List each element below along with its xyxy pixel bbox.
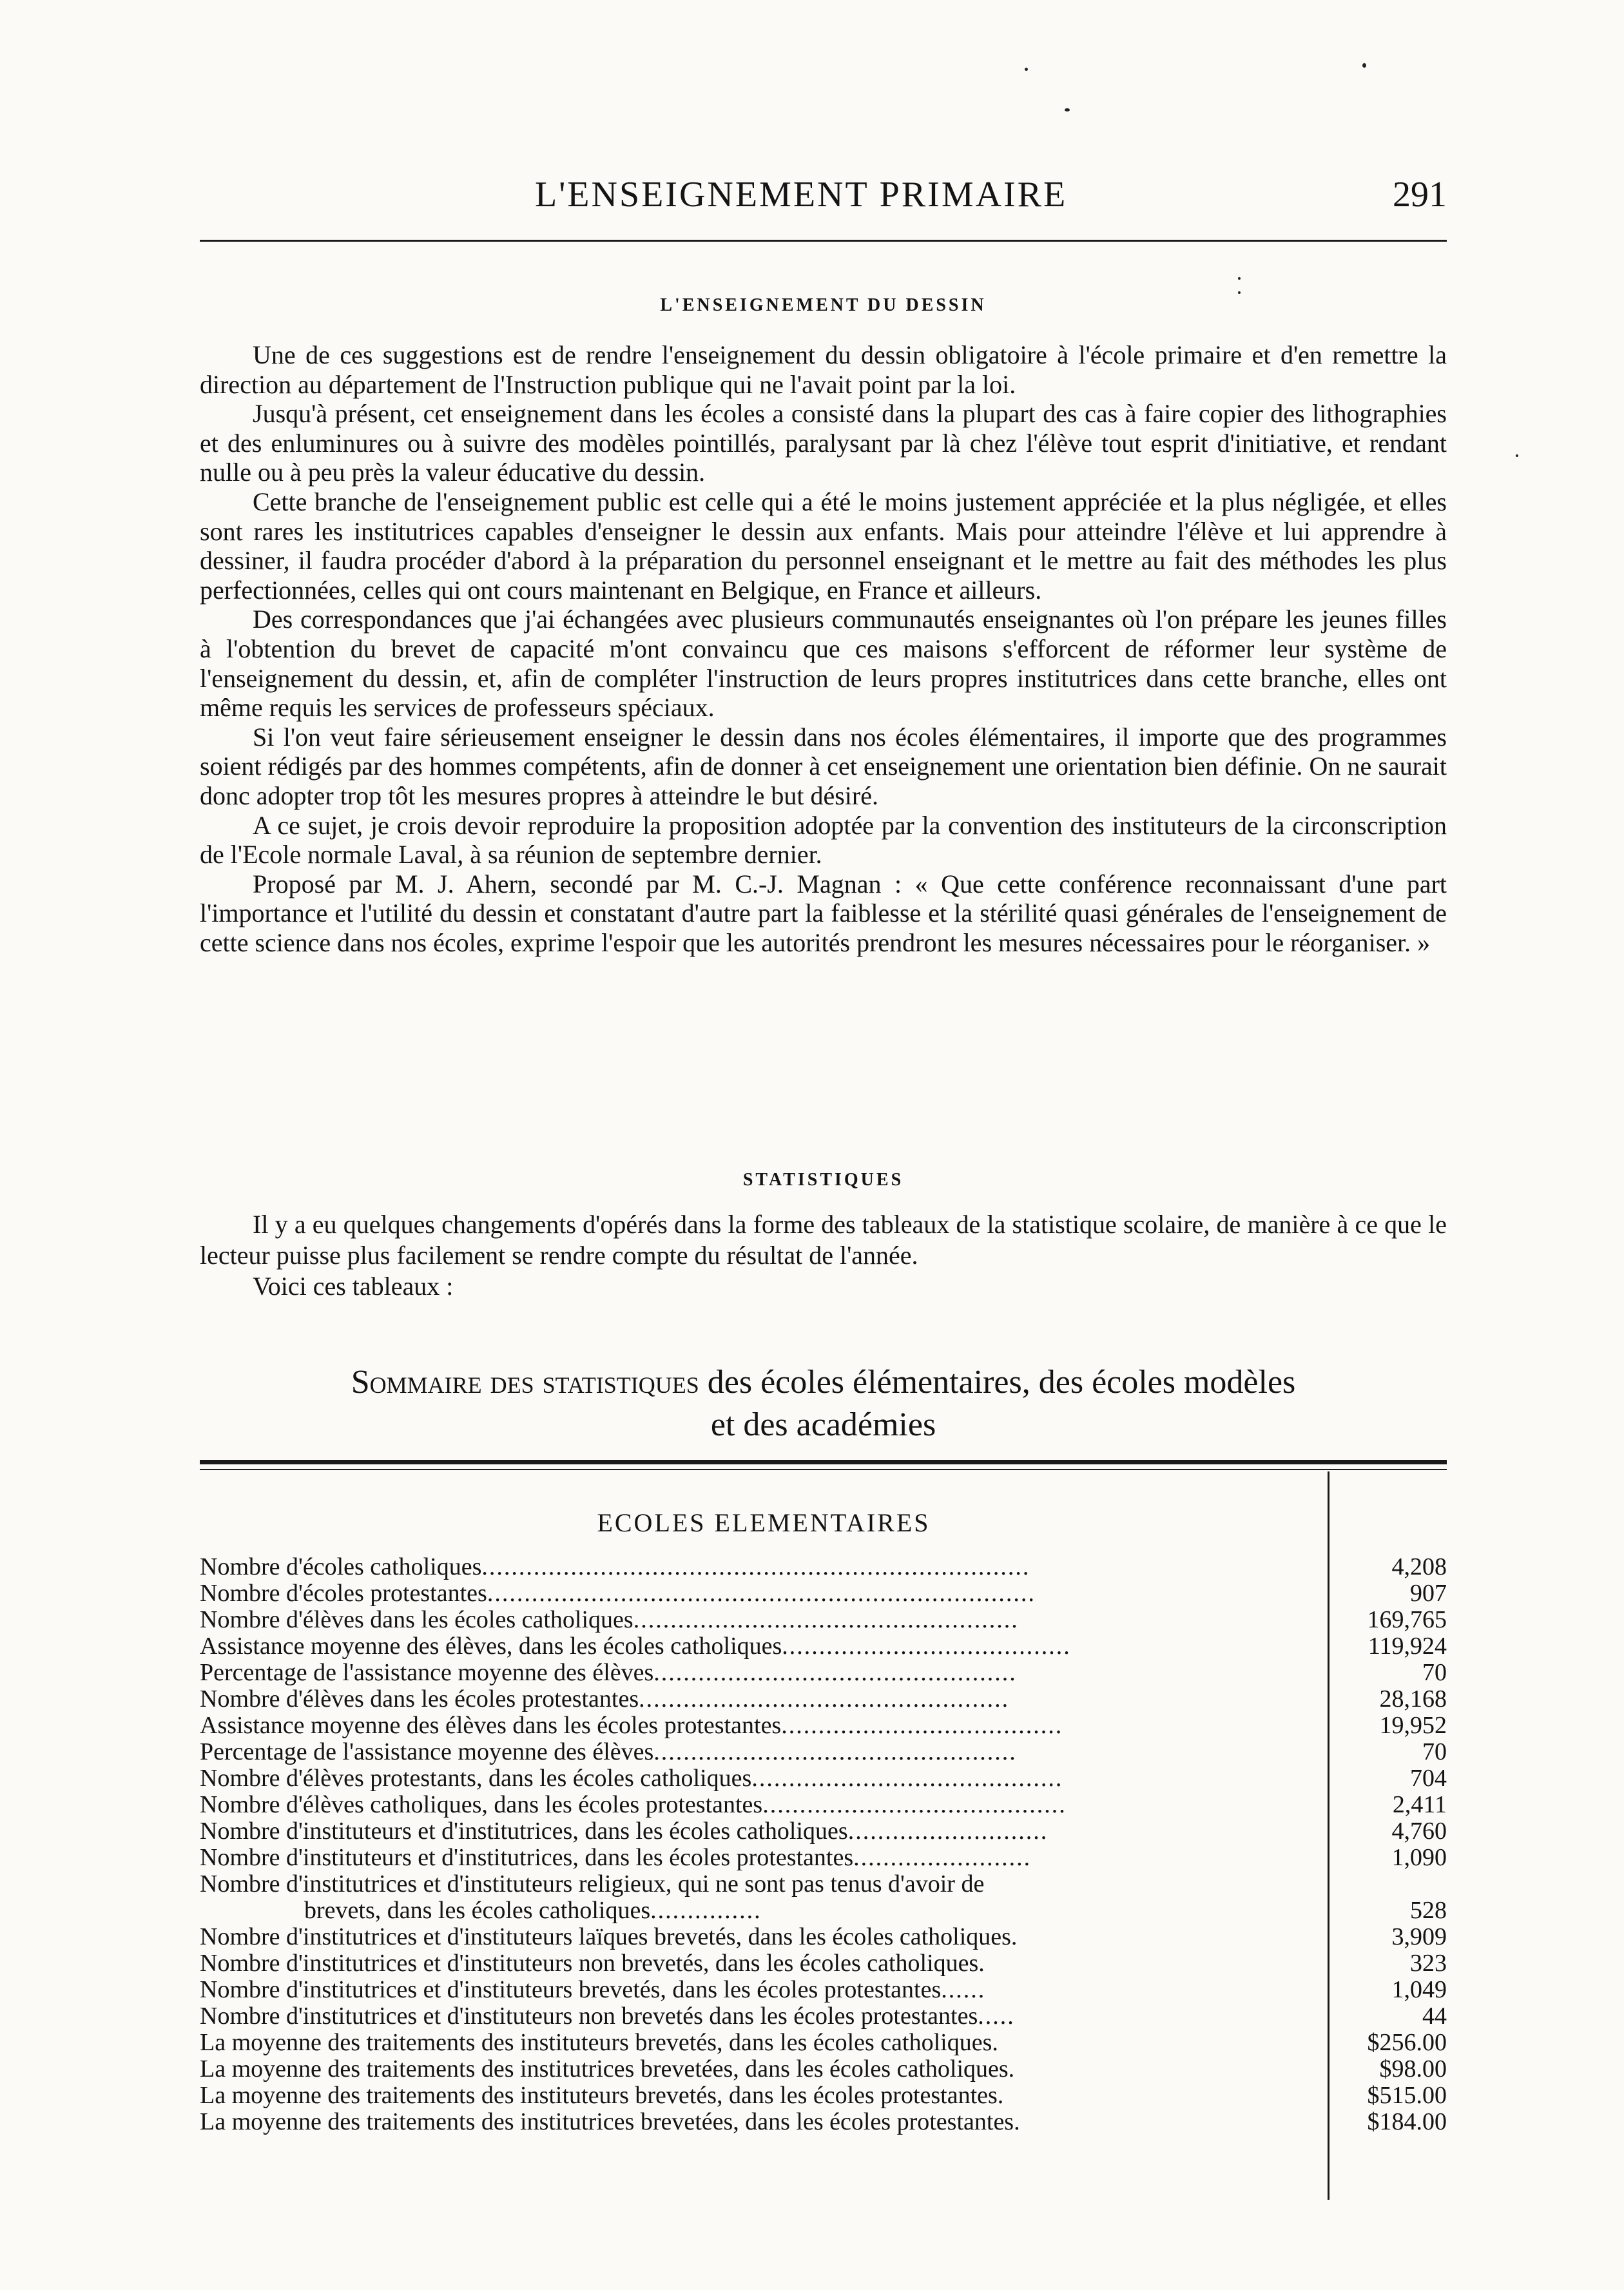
row-leader-dots: ............... (650, 1897, 762, 1924)
row-label (200, 1633, 1324, 1660)
page-number: 291 (1393, 175, 1447, 215)
row-value: 119,924 (1368, 1633, 1447, 1660)
statistics-table (200, 1471, 1447, 2219)
table-row (200, 1765, 1447, 1792)
row-label-text: La moyenne des traitements des institutrices brevetées, dans les écoles protestantes. (200, 2109, 1020, 2135)
row-label-line2-wrap (200, 1897, 1324, 1924)
row-value: 4,208 (1391, 1553, 1447, 1580)
row-value: 70 (1422, 1738, 1447, 1765)
table-row (200, 1818, 1447, 1845)
table-row (200, 1924, 1447, 1950)
row-label-text: Nombre d'élèves catholiques, dans les écoles protestantes (200, 1792, 763, 1818)
row-label (200, 1871, 1324, 1924)
section-title-statistiques: STATISTIQUES (742, 1170, 904, 1190)
paragraph: Jusqu'à présent, cet enseignement dans les écoles a consisté dans la plupart des cas à faire copier des lithographies et des enluminures ou à suivre des modèles pointillés, paralysant par là chez l'élève tout esprit d'initiative, et rendant nulle ou à peu près la valeur éducative du dessin. (200, 399, 1447, 487)
row-label-text: Nombre d'élèves protestants, dans les écoles catholiques (200, 1765, 752, 1792)
row-leader-dots: ....................................... (782, 1633, 1071, 1660)
row-value: 44 (1422, 2003, 1447, 2030)
row-label-line2: brevets, dans les écoles catholiques (304, 1897, 651, 1924)
row-label (200, 1686, 1324, 1713)
row-value: 4,760 (1391, 1818, 1447, 1845)
row-leader-dots: .................................................... (633, 1607, 1019, 1633)
table-row (200, 1950, 1447, 1977)
row-value: 3,909 (1391, 1923, 1447, 1950)
row-label (200, 1554, 1324, 1580)
paragraph: A ce sujet, je crois devoir reproduire la proposition adoptée par la convention des instituteurs de la circonscription de l'Ecole normale Laval, à sa réunion de septembre dernier. (200, 810, 1447, 869)
print-speck (1362, 63, 1366, 68)
row-label (200, 1950, 1324, 1977)
table-row (200, 1713, 1447, 1739)
table-heading: ECOLES ELEMENTAIRES (597, 1508, 931, 1537)
row-value: 28,168 (1379, 1685, 1447, 1713)
row-label-text: Nombre d'instituteurs et d'institutrices, dans les écoles protestantes (200, 1845, 854, 1871)
row-leader-dots: .......................................................................... (481, 1554, 1030, 1580)
row-leader-dots: ...................................... (781, 1713, 1063, 1739)
row-label-text: Nombre d'écoles protestantes (200, 1580, 487, 1607)
row-label (200, 2082, 1324, 2109)
row-label-text: Assistance moyenne des élèves dans les écoles protestantes (200, 1713, 782, 1739)
row-value: $184.00 (1367, 2108, 1447, 2135)
row-label (200, 1977, 1324, 2003)
page-header (200, 174, 1447, 226)
row-leader-dots: ........................ (853, 1845, 1032, 1871)
row-label-text: Nombre d'élèves dans les écoles protestantes (200, 1686, 639, 1713)
section-body-statistiques (200, 1209, 1447, 1302)
row-leader-dots: .................................................. (639, 1686, 1010, 1713)
row-label-text: Nombre d'institutrices et d'instituteurs brevetés, dans les écoles protestantes (200, 1977, 942, 2003)
row-value: $256.00 (1367, 2029, 1447, 2056)
row-label (200, 2056, 1324, 2082)
paragraph: Il y a eu quelques changements d'opérés dans la forme des tableaux de la statistique scolaire, de manière à ce que le lecteur puisse plus facilement se rendre compte du résultat de l'année. (200, 1210, 1447, 1270)
summary-title-line1 (200, 1361, 1447, 1404)
row-label-text: Assistance moyenne des élèves, dans les écoles catholiques (200, 1633, 782, 1660)
summary-title-rest: des écoles élémentaires, des écoles modèles (707, 1364, 1296, 1401)
running-title: L'ENSEIGNEMENT PRIMAIRE (535, 175, 1068, 215)
row-label (200, 1607, 1324, 1633)
table-row (200, 1660, 1447, 1686)
row-leader-dots: .......................................... (751, 1765, 1063, 1792)
row-label (200, 1765, 1324, 1792)
row-leader-dots: ...... (941, 1977, 986, 2003)
table-row (200, 1845, 1447, 1871)
row-label (200, 1845, 1324, 1871)
table-row (200, 1607, 1447, 1633)
row-label-line1: Nombre d'institutrices et d'instituteurs religieux, qui ne sont pas tenus d'avoir de (200, 1870, 985, 1897)
row-value: 528 (1410, 1897, 1447, 1924)
row-value: 1,090 (1391, 1844, 1447, 1871)
table-row (200, 2082, 1447, 2109)
row-leader-dots: ......................................... (762, 1792, 1067, 1818)
row-label (200, 2030, 1324, 2056)
header-rule (200, 240, 1447, 242)
row-value: 70 (1422, 1659, 1447, 1686)
row-label-text: Nombre d'écoles catholiques (200, 1554, 482, 1580)
row-label-text: La moyenne des traitements des instituteurs brevetés, dans les écoles protestantes. (200, 2082, 1004, 2109)
paragraph: Voici ces tableaux : (253, 1272, 454, 1301)
table-row (200, 2109, 1447, 2135)
row-leader-dots: ........................... (847, 1818, 1049, 1845)
table-row (200, 1554, 1447, 1580)
table-row (200, 2056, 1447, 2082)
print-speck (1238, 277, 1241, 280)
print-speck (1516, 454, 1518, 457)
section-title-dessin: L'ENSEIGNEMENT DU DESSIN (660, 295, 987, 315)
print-speck (1238, 291, 1241, 294)
row-leader-dots: ................................................. (653, 1660, 1017, 1686)
table-row (200, 1792, 1447, 1818)
row-value: 1,049 (1391, 1976, 1447, 2003)
table-row (200, 1686, 1447, 1713)
table-top-rule-thin (200, 1469, 1447, 1470)
row-label-text: Nombre d'institutrices et d'instituteurs laïques brevetés, dans les écoles catholiques. (200, 1924, 1018, 1950)
row-label (200, 1660, 1324, 1686)
row-label (200, 1792, 1324, 1818)
table-row-multiline (200, 1871, 1447, 1924)
summary-title-line2: et des académies (710, 1406, 936, 1443)
row-label-text: Percentage de l'assistance moyenne des élèves (200, 1739, 654, 1765)
row-label (200, 1924, 1324, 1950)
summary-title (200, 1361, 1447, 1446)
print-speck (1025, 68, 1028, 71)
paragraph: Si l'on veut faire sérieusement enseigner le dessin dans nos écoles élémentaires, il importe que des programmes soient rédigés par des hommes compétents, afin de donner à cet enseignement une orientation bien définie. On ne saurait donc adopter trop tôt les mesures propres à atteindre le but désiré. (200, 722, 1447, 810)
row-label-text: Nombre d'instituteurs et d'institutrices, dans les écoles catholiques (200, 1818, 848, 1845)
table-row (200, 1580, 1447, 1607)
row-label-text: La moyenne des traitements des instituteurs brevetés, dans les écoles catholiques. (200, 2030, 998, 2056)
row-value: $515.00 (1367, 2082, 1447, 2109)
section-body-dessin (200, 340, 1447, 957)
row-label-text: Nombre d'institutrices et d'instituteurs non brevetés dans les écoles protestantes (200, 2003, 978, 2030)
row-value: 19,952 (1379, 1712, 1447, 1739)
row-label (200, 2109, 1324, 2135)
paragraph: Des correspondances que j'ai échangées avec plusieurs communautés enseignantes où l'on prépare les jeunes filles à l'obtention du brevet de capacité m'ont convaincu que ces maisons s'efforcent de réformer leur système de l'enseignement du dessin, et, afin de compléter l'instruction de leurs propres institutrices dans cette branche, elles ont même requis les services de professeurs spéciaux. (200, 605, 1447, 723)
table-top-rule-thick (200, 1460, 1447, 1464)
row-label-text: Nombre d'élèves dans les écoles catholiques (200, 1607, 633, 1633)
row-label (200, 2003, 1324, 2030)
row-value: $98.00 (1379, 2055, 1447, 2082)
row-leader-dots: ..... (978, 2003, 1015, 2030)
paragraph-resolution: Proposé par M. J. Ahern, secondé par M. C.-J. Magnan : « Que cette conférence reconnaissant d'une part l'importance et l'utilité du dessin et constatant d'autre part la faiblesse et la stérilité quasi générales de l'enseignement de cette science dans nos écoles, exprime l'espoir que les autorités prendront les mesures nécessaires pour le réorganiser. » (200, 869, 1447, 957)
row-label-text: Nombre d'institutrices et d'instituteurs non brevetés, dans les écoles catholiques. (200, 1950, 985, 1977)
table-row (200, 1739, 1447, 1765)
summary-title-smallcaps: Sommaire des statistiques (351, 1364, 699, 1401)
row-label (200, 1739, 1324, 1765)
row-label (200, 1713, 1324, 1739)
row-value: 169,765 (1367, 1606, 1447, 1633)
row-value: 2,411 (1392, 1791, 1447, 1818)
table-row (200, 1633, 1447, 1660)
row-value: 704 (1410, 1765, 1447, 1792)
table-row (200, 1977, 1447, 2003)
paragraph: Une de ces suggestions est de rendre l'enseignement du dessin obligatoire à l'école primaire et d'en remettre la direction au département de l'Instruction publique qui ne l'avait point par la loi. (200, 340, 1447, 399)
row-label (200, 1818, 1324, 1845)
row-leader-dots: .......................................................................... (487, 1580, 1036, 1607)
table-row (200, 2030, 1447, 2056)
print-speck (1065, 108, 1070, 112)
row-leader-dots: ................................................. (653, 1739, 1017, 1765)
row-label (200, 1580, 1324, 1607)
row-label-text: Percentage de l'assistance moyenne des élèves (200, 1660, 654, 1686)
paragraph: Cette branche de l'enseignement public est celle qui a été le moins justement appréciée et la plus négligée, et elles sont rares les institutrices capables d'enseigner le dessin aux enfants. Mais pour atteindre l'élève et lui apprendre à dessiner, il faudra procéder d'abord à la préparation du personnel enseignant et le mettre au fait des méthodes les plus perfectionnées, celles qui ont cours maintenant en Belgique, en France et ailleurs. (200, 487, 1447, 605)
row-label-text: La moyenne des traitements des institutrices brevetées, dans les écoles catholiques. (200, 2056, 1015, 2082)
row-value: 323 (1410, 1950, 1447, 1977)
table-row (200, 2003, 1447, 2030)
row-value: 907 (1410, 1580, 1447, 1607)
